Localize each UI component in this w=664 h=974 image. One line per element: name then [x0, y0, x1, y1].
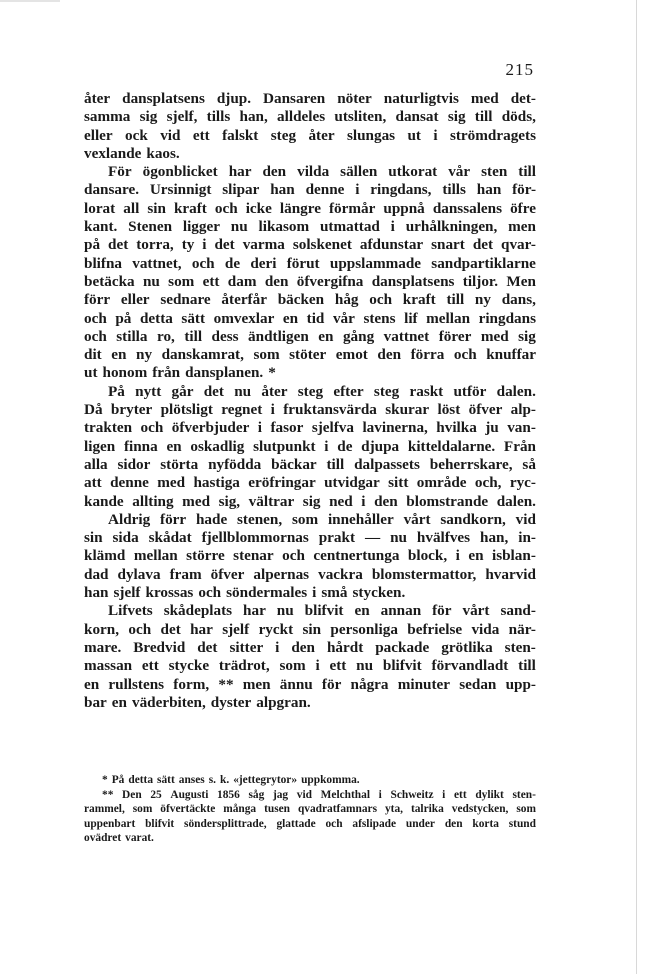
body-text-line: och på detta sätt omvexlar en tid vår stens lif mellan ringdans	[84, 309, 536, 327]
body-text-line: korn, och det har sjelf ryckt sin personliga befrielse vida när-	[84, 620, 536, 638]
body-text-line: trakten och öfverbjuder i fasor sjelfva lavinerna, hvilka ju van-	[84, 419, 536, 437]
footnote-line: ovädret varat.	[84, 832, 154, 844]
body-text-line: på det torra, ty i det varma solskenet afdunstar snart det qvar-	[84, 236, 536, 254]
body-text-line: blifna vattnet, och de deri förut uppslammade sandpartiklarne	[84, 254, 536, 272]
body-text-line: ut honom från dansplanen. *	[84, 364, 276, 382]
body-text-line: betäcka nu som ett dam den öfvergifna dansplatsens tiljor. Men	[84, 272, 536, 290]
body-text-line: kande allting med sig, vältrar sig ned i den blomstrande dalen.	[84, 492, 536, 510]
body-text-line: att denne med hastiga eröfringar utvidgar sitt område och, ryc-	[84, 474, 536, 492]
page-top-edge-mark	[0, 0, 60, 2]
body-text-line: Då bryter plötsligt regnet i fruktansvärda skurar löst öfver alp-	[84, 401, 536, 419]
body-text-line: bar en väderbiten, dyster alpgran.	[84, 693, 311, 711]
body-text-line: Aldrig förr hade stenen, som innehåller vårt sandkorn, vid	[108, 510, 536, 528]
page-number: 215	[505, 60, 534, 79]
body-text-line: eller ock vid ett falskt steg åter slungas ut i strömdragets	[84, 126, 536, 144]
body-text-line: kant. Stenen ligger nu likasom utmattad i urhålkningen, men	[84, 218, 536, 236]
body-text-line: förr eller sednare återfår bäcken håg och kraft till ny dans,	[84, 291, 536, 309]
body-text-line: Lifvets skådeplats har nu blifvit en annan för vårt sand-	[108, 602, 536, 620]
body-text-line: sin sida skådat fjellblommornas prakt — nu hvälfves han, in-	[84, 529, 536, 547]
body-text-line: lorat all sin kraft och icke längre förmår uppnå danssalens öfre	[84, 199, 536, 217]
footnote-line: rammel, som öfvertäckte många tusen qvadratfamnars yta, talrika vedstycken, som	[84, 803, 536, 815]
footnote-line: ** Den 25 Augusti 1856 såg jag vid Melchthal i Schweitz i ett dylikt sten-	[102, 788, 536, 801]
body-text-line: För ögonblicket har den vilda sällen utkorat vår sten till	[108, 163, 536, 181]
footnote-line: uppenbart blifvit söndersplittrade, glattade och afslipade under den korta stund	[84, 817, 536, 830]
body-text-line: massan ett stycke trädrot, som i ett nu blifvit förvandladt till	[84, 657, 536, 675]
footnotes	[84, 773, 536, 846]
body-text-line: dansare. Ursinnigt slipar han denne i ringdans, tills han för-	[84, 181, 536, 199]
body-text-line: åter dansplatsens djup. Dansaren nöter naturligtvis med det-	[84, 90, 536, 107]
body-text-line: vexlande kaos.	[84, 144, 180, 162]
body-text-line: alla sidor störta nyfödda bäckar till dalpassets beherrskare, så	[84, 455, 536, 473]
body-text-line: dit en ny danskamrat, som stöter emot den förra och knuffar	[84, 346, 536, 364]
body-text-line: klämd mellan större stenar och centnertunga block, i en isblan-	[84, 547, 536, 565]
body-text-line: På nytt går det nu åter steg efter steg raskt utför dalen.	[108, 382, 536, 400]
body-text-line: dad dylava fram öfver alpernas vackra blomstermattor, hvarvid	[84, 565, 536, 583]
footnote-line: * På detta sätt anses s. k. «jettegrytor» uppkomma.	[102, 774, 360, 786]
body-text-line: och stilla ro, till dess ändtligen en gång vattnet förer med sig	[84, 327, 536, 345]
body-text-line: en rullstens form, ** men ännu för några minuter sedan upp-	[84, 675, 536, 693]
body-text	[84, 90, 536, 712]
body-text-line: han sjelf krossas och söndermales i små stycken.	[84, 584, 406, 602]
page-gutter-line	[636, 0, 637, 974]
body-text-line: ligen finna en oskadlig slutpunkt i de djupa kitteldalarne. Från	[84, 437, 536, 455]
body-text-line: mare. Bredvid det sitter i den hårdt packade grötlika sten-	[84, 638, 536, 656]
body-text-line: samma sig sjelf, tills han, alldeles utsliten, dansat sig till döds,	[84, 108, 536, 126]
